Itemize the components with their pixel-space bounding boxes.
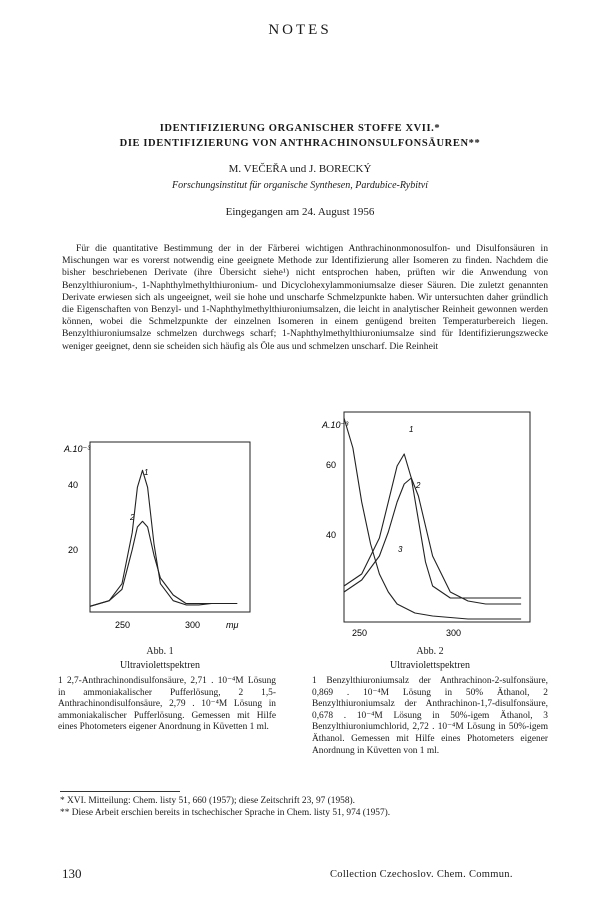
running-head: NOTES <box>268 22 332 38</box>
page-number: 130 <box>62 866 82 881</box>
fig1-caption: 1 2,7-Anthrachinondisulfonsäure, 2,71 . 10⁻⁴M Lösung in ammoniakalischer Pufferlösung, 2 1,5-Anthrachinondisulfonsäure, 2,79 . 10⁻⁴M Lösung in ammoniakalischer Pufferlösung. Gemessen mit Hilfe eines Photometers eigener Anordnung in Küvetten 1 ml. <box>58 676 276 733</box>
footnote-rule <box>60 791 180 792</box>
footnote-1: * XVI. Mitteilung: Chem. listy 51, 660 (1957); diese Zeitschrift 23, 97 (1958). <box>60 796 356 806</box>
fig2-series-1-line <box>344 454 521 598</box>
fig2-label: Abb. 2 <box>416 646 444 657</box>
footnotes <box>60 795 550 819</box>
fig1-label: Abb. 1 <box>146 646 174 657</box>
fig1-ylabel: A.10⁻³ <box>64 444 91 454</box>
fig1-ytick-20: 20 <box>68 545 79 555</box>
article-title-line1: IDENTIFIZIERUNG ORGANISCHER STOFFE XVII.* <box>159 123 441 134</box>
body-text <box>62 243 548 353</box>
journal-name: Collection Czechoslov. Chem. Commun. <box>330 869 513 880</box>
fig2-series-3-line <box>344 418 521 619</box>
fig1-xtick-300: 300 <box>185 620 201 630</box>
article-title-line2: DIE IDENTIFIZIERUNG VON ANTHRACHINONSULFONSÄUREN** <box>119 138 481 149</box>
figure-2 <box>318 400 540 640</box>
fig1-ytick-40: 40 <box>68 480 79 490</box>
fig1-curve-label-1: 1 <box>144 468 149 477</box>
fig2-xtick-300: 300 <box>446 628 462 638</box>
received-date: Eingegangen am 24. August 1956 <box>225 206 375 218</box>
footnote-2: ** Diese Arbeit erschien bereits in tschechischer Sprache in Chem. listy 51, 974 (1957). <box>60 808 391 818</box>
figure-2-chart <box>318 400 540 640</box>
fig1-series-1-line <box>90 470 237 606</box>
fig1-curve-label-2: 2 <box>130 513 135 522</box>
fig2-caption: 1 Benzylthiuroniumsalz der Anthrachinon-2-sulfonsäure, 0,869 . 10⁻⁴M Lösung in 50% Äthanol, 2 Benzylthiuroniumsalz der Anthrachinon-1,7-disulfonsäure, 0,678 . 10⁻⁴M Lösung in 50%-igem Äthanol, 3 Benzylthiuroniumchlorid, 2,72 . 10⁻⁴M Lösung in 50%-igem Äthanol. Gemessen mit Hilfe eines Photometers eigener Anordnung in Küvetten von 1 ml. <box>312 676 548 756</box>
figure-1-chart <box>60 430 260 645</box>
fig2-subtitle: Ultraviolettspektren <box>390 660 470 671</box>
fig2-ylabel: A.10⁻³ <box>322 420 349 430</box>
fig2-ytick-60: 60 <box>326 460 337 470</box>
fig2-curve-label-2: 2 <box>416 481 421 490</box>
fig1-subtitle: Ultraviolettspektren <box>120 660 200 671</box>
fig2-xtick-250: 250 <box>352 628 368 638</box>
figure-1 <box>60 430 260 645</box>
fig1-series-2-line <box>90 521 237 606</box>
institute: Forschungsinstitut für organische Synthesen, Pardubice-Rybitví <box>172 180 428 191</box>
fig1-xtick-250: 250 <box>115 620 131 630</box>
fig2-curve-label-1: 1 <box>409 425 414 434</box>
authors: M. VEČEŘA und J. BORECKÝ <box>228 163 372 175</box>
fig2-plot-frame <box>344 412 530 622</box>
fig1-plot-frame <box>90 442 250 612</box>
fig2-curve-label-3: 3 <box>398 545 403 554</box>
body-paragraph: Für die quantitative Bestimmung der in der Färberei wichtigen Anthrachinonmonosulfon- und Disulfonsäuren in Mischungen war es vorerst notwendig eine geeignete Methode zur Identifizierung aller Isomeren zu finden. Nachdem die bisher beschriebenen Derivate (ihre Übersicht siehe¹) nicht entsprochen haben, prüften wir die Anwendung von Benzylthiuronium-, 1-Naphthylmethylthiuronium- und Dicyclohexylammoniumsalze dieser Säuren. Die zuletzt genannten Derivate erwiesen sich als ungeeignet, weil sie hohe und unscharfe Schmelzpunkte haben. Wir untersuchten daher gründlich die Eigenschaften von Benzyl- und 1-Naphthylmethylthiuroniumsalzen, die leicht in analytischer Reinheit gewonnen werden können, wobei die Schmelzpunkte der einzelnen Isomeren in einem genügend breiten Temperaturbereich liegen. Benzylthiuroniumsalze schmelzen durchwegs scharf; 1-Naphthylmethylthiuroniumsalze sind für Identifizierungszwecke weniger geeignet, denn sie scheiden sich häufig als Öle aus und schmelzen unscharf. Die Reinheit <box>62 243 548 352</box>
fig1-xunit: mμ <box>226 620 239 630</box>
fig2-ytick-40: 40 <box>326 530 337 540</box>
